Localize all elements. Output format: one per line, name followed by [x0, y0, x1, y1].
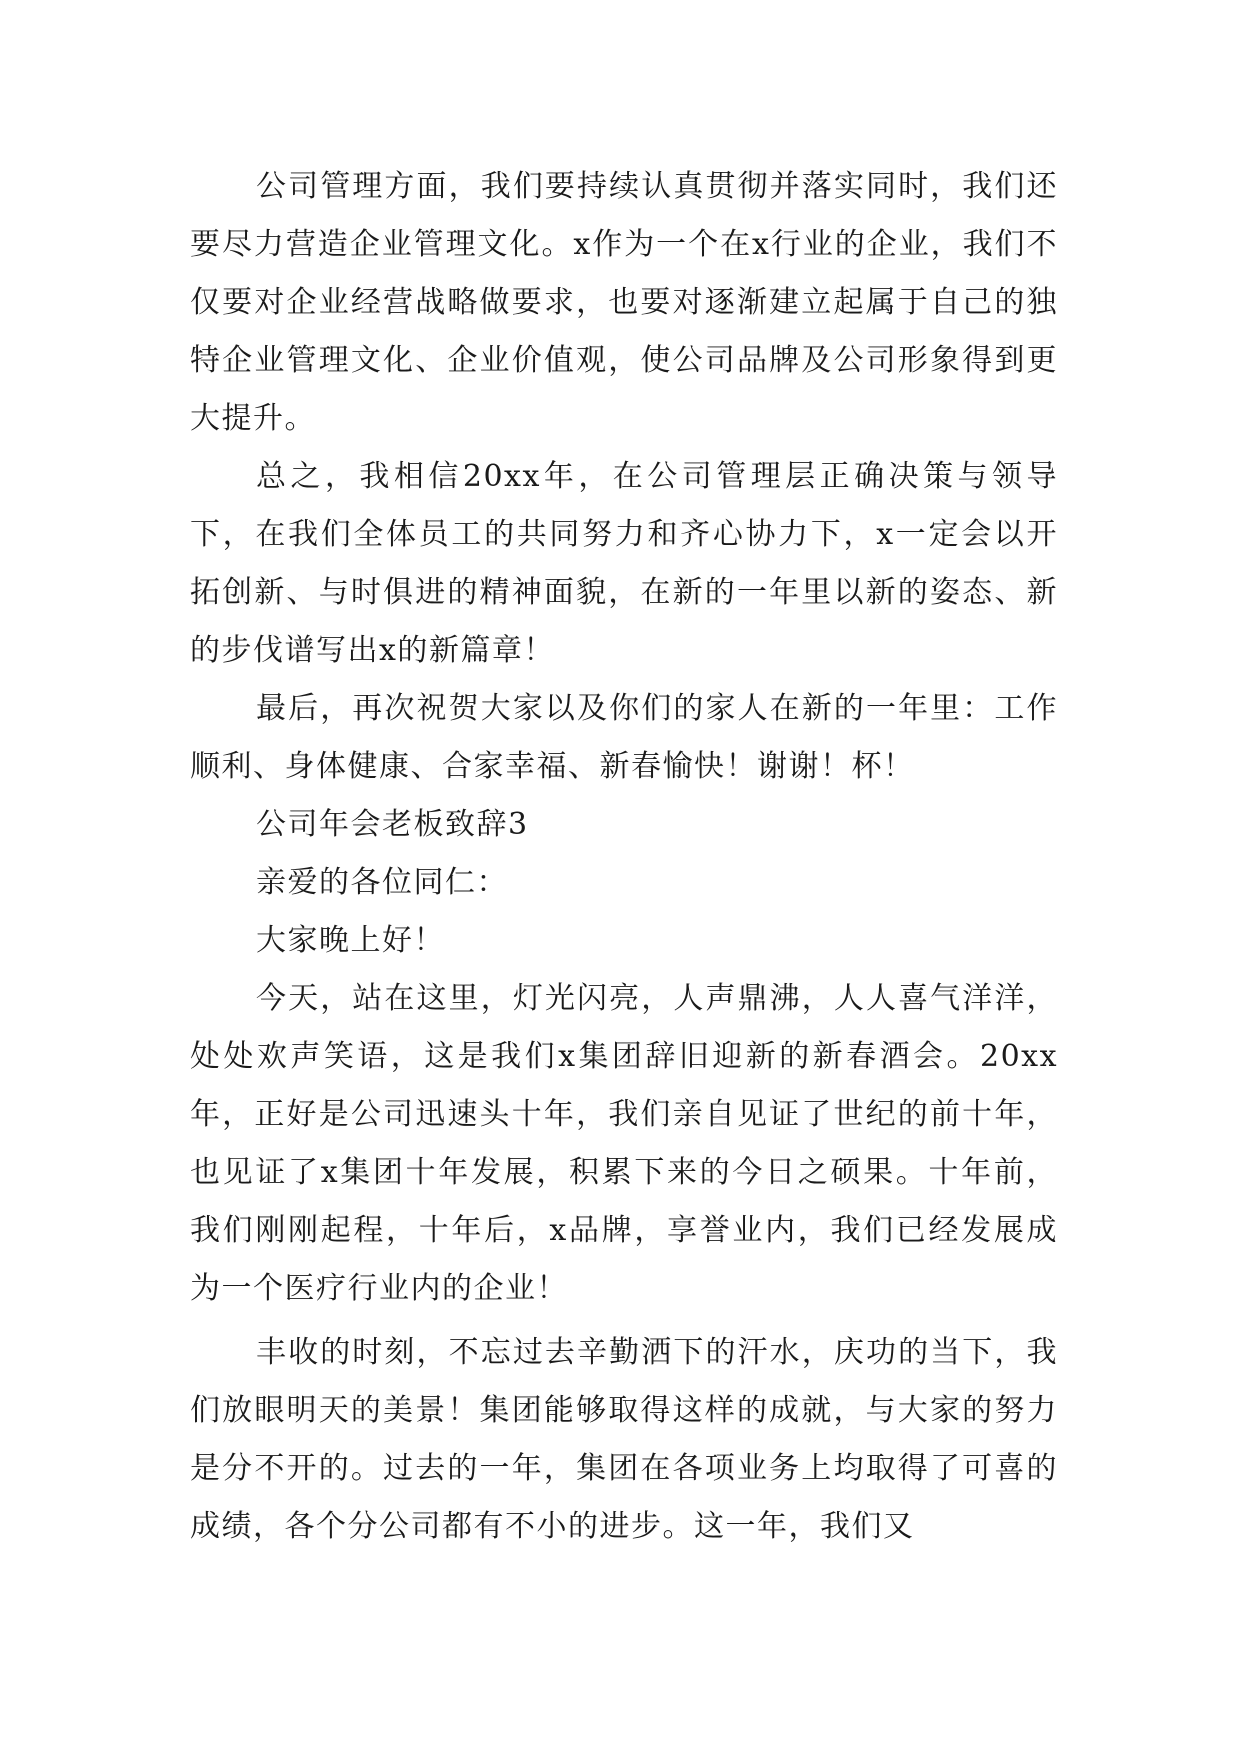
greeting: 大家晚上好！ — [256, 923, 445, 958]
paragraph-management-culture: 公司管理方面，我们要持续认真贯彻并落实同时，我们还要尽力营造企业管理文化。x作为一个在x行业的企业，我们不仅要对企业经营战略做要求，也要对逐渐建立起属于自己的独特企业管理文化、企业价值观，使公司品牌及公司形象得到更大提升。 — [190, 169, 1058, 436]
paragraph-harvest: 丰收的时刻，不忘过去辛勤洒下的汗水，庆功的当下，我们放眼明天的美景！集团能够取得这样的成就，与大家的努力是分不开的。过去的一年，集团在各项业务上均取得了可喜的成绩，各个分公司都有不小的进步。这一年，我们又 — [190, 1335, 1058, 1544]
paragraph-summary: 总之，我相信20xx年，在公司管理层正确决策与领导下，在我们全体员工的共同努力和齐心协力下，x一定会以开拓创新、与时俱进的精神面貌，在新的一年里以新的姿态、新的步伐谱写出x的新篇章！ — [190, 459, 1058, 668]
paragraph-closing-wishes: 最后，再次祝贺大家以及你们的家人在新的一年里：工作顺利、身体健康、合家幸福、新春愉快！谢谢！杯！ — [190, 691, 1058, 784]
section-heading: 公司年会老板致辞3 — [256, 807, 529, 842]
document-body — [190, 158, 1058, 1556]
paragraph-today: 今天，站在这里，灯光闪亮，人声鼎沸，人人喜气洋洋，处处欢声笑语，这是我们x集团辞旧迎新的新春酒会。20xx年，正好是公司迅速头十年，我们亲自见证了世纪的前十年，也见证了x集团十年发展，积累下来的今日之硕果。十年前，我们刚刚起程，十年后，x品牌，享誉业内，我们已经发展成为一个医疗行业内的企业！ — [190, 981, 1058, 1306]
salutation: 亲爱的各位同仁： — [256, 865, 508, 900]
